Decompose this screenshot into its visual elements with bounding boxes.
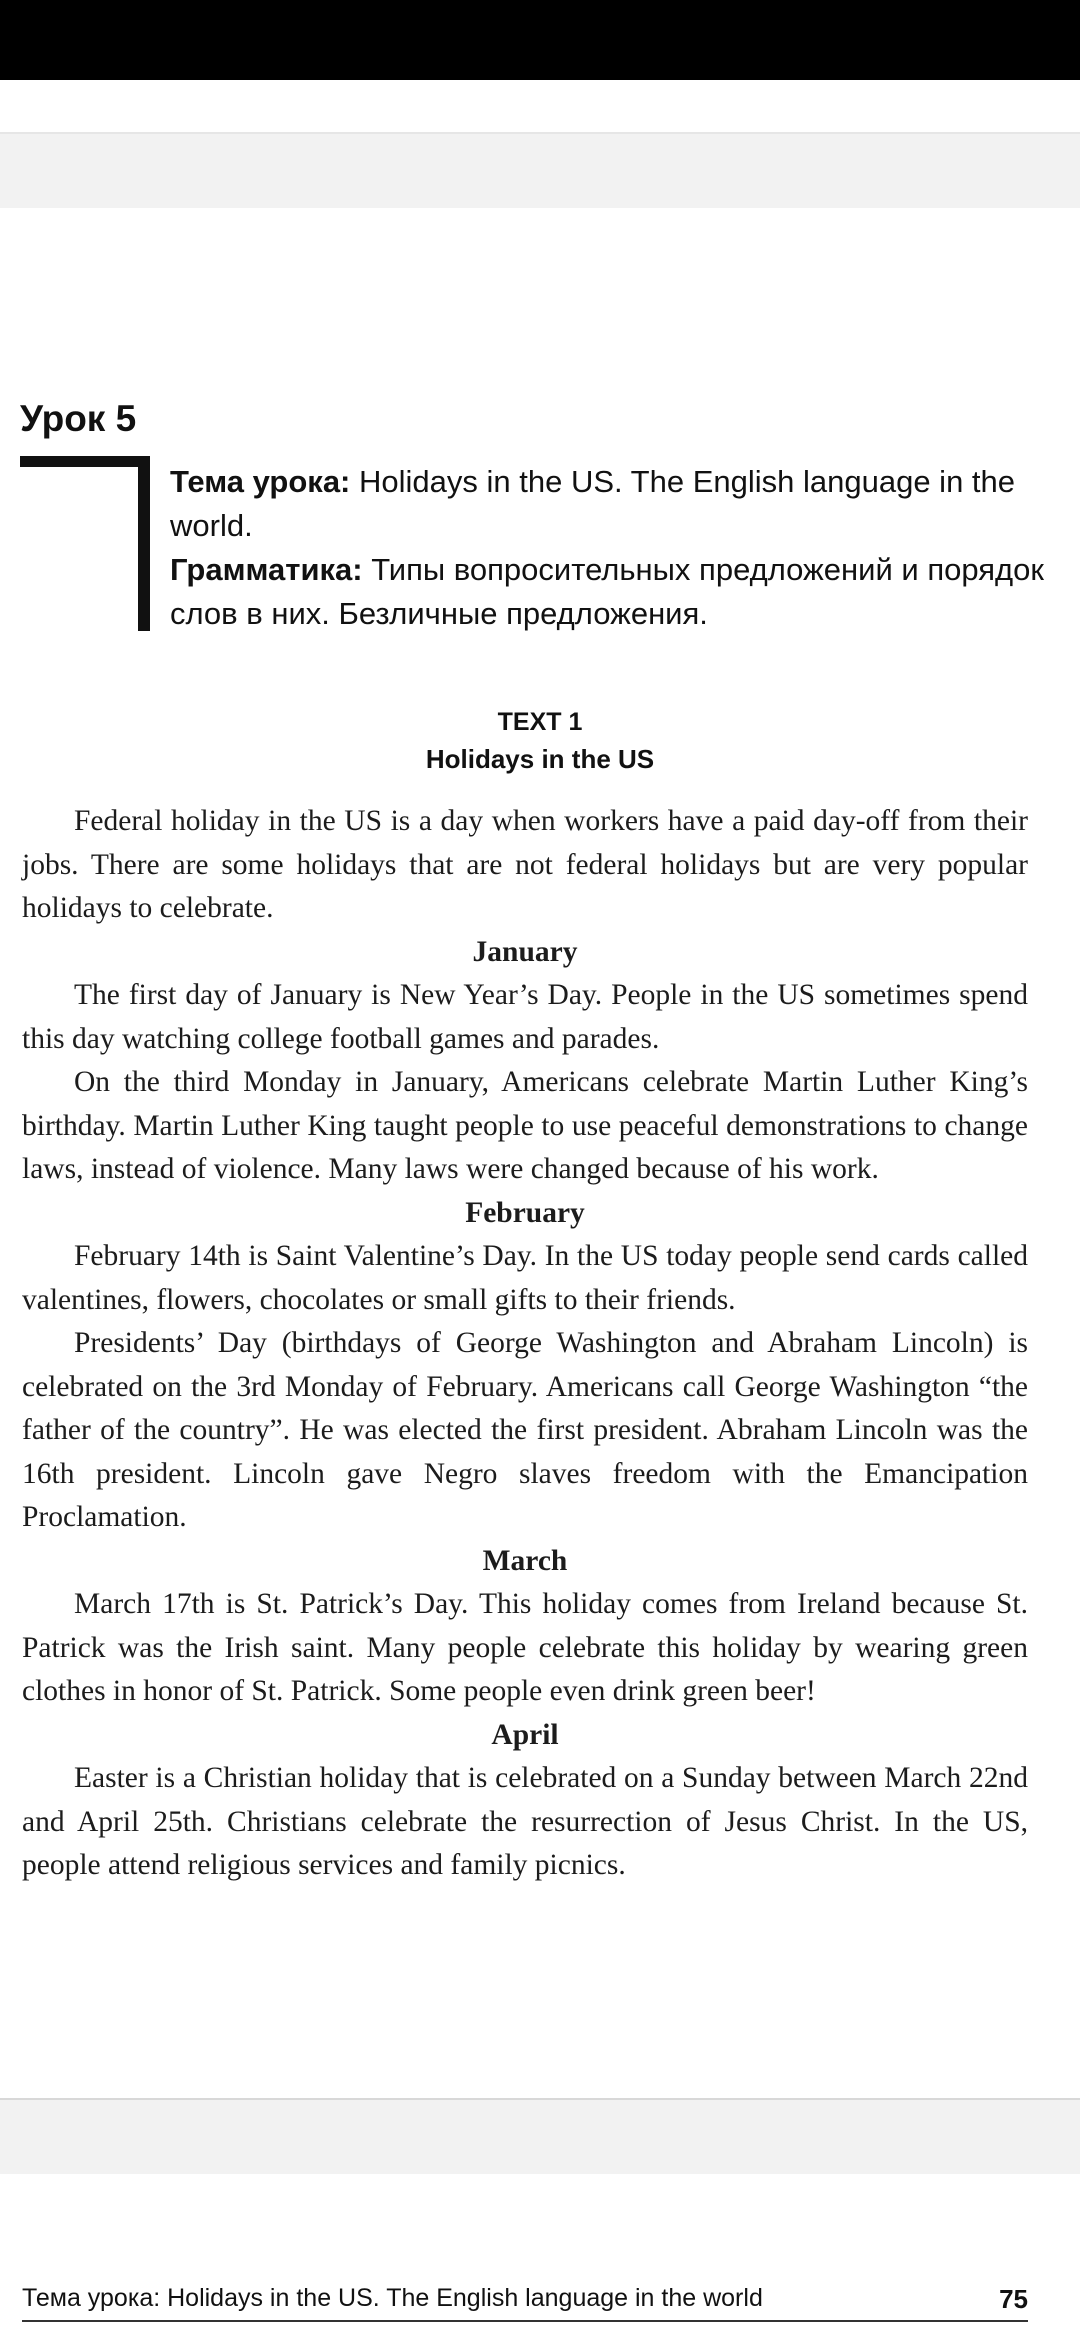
paragraph: Presidents’ Day (birthdays of George Washington and Abraham Lincoln) is celebrated on the 3rd Monday of February. Americans call George Washington “the father of the country”. He was elected the first president. Abraham Lincoln was the 16th president. Lincoln gave Negro slaves freedom with the Emancipation Proclamation. [22,1327,1028,1533]
paragraph: The first day of January is New Year’s Day. People in the US sometimes spend this day watching college football games and parades. [22,979,1028,1055]
text-title: Holidays in the US [425,744,655,774]
grammar-label: Грамматика: [170,552,363,587]
intro-paragraph: Federal holiday in the US is a day when workers have a paid day-off from their jobs. There are some holidays that are not federal holidays but are very popular holidays to celebrate. [22,805,1028,924]
paragraph: On the third Monday in January, Americans celebrate Martin Luther King’s birthday. Martin Luther King taught people to use peaceful demonstrations to change laws, instead of violence. Many laws were changed because of his work. [22,1066,1028,1185]
page-number: 75 [999,2284,1028,2314]
text-number: TEXT 1 [497,708,583,736]
footer-running-title: Тема урока: Holidays in the US. The English language in the world [22,2284,763,2312]
document-page [0,206,1080,2096]
body-text [22,800,1028,1888]
footer-rule [22,2320,1028,2322]
paragraph: Easter is a Christian holiday that is celebrated on a Sunday between March 22nd and April 25th. Christians celebrate the resurrection of Jesus Christ. In the US, people attend religious services and family picnics. [22,1762,1028,1881]
status-bar [0,0,1080,80]
topic-label: Тема урока: [170,464,351,499]
topic-value: Holidays in the US. The English language in the world. [170,464,1016,543]
lesson-topic-block [170,460,1050,636]
month-heading-april: April [491,1718,559,1751]
page-separator-top [0,132,1080,208]
month-heading-february: February [465,1196,585,1229]
grammar-value: Типы вопросительных предложений и порядок слов в них. Безличные предложения. [170,552,1044,631]
month-heading-march: March [482,1544,568,1577]
bracket-decoration-top [20,456,145,467]
paragraph: February 14th is Saint Valentine’s Day. In the US today people send cards called valentines, flowers, chocolates or small gifts to their friends. [22,1240,1028,1316]
paragraph: March 17th is St. Patrick’s Day. This holiday comes from Ireland because St. Patrick was the Irish saint. Many people celebrate this holiday by wearing green clothes in honor of St. Patrick. Some people even drink green beer! [22,1588,1028,1707]
page-separator-bottom [0,2098,1080,2174]
lesson-title: Урок 5 [20,398,137,439]
month-heading-january: January [472,935,578,968]
bracket-decoration-side [138,456,150,631]
